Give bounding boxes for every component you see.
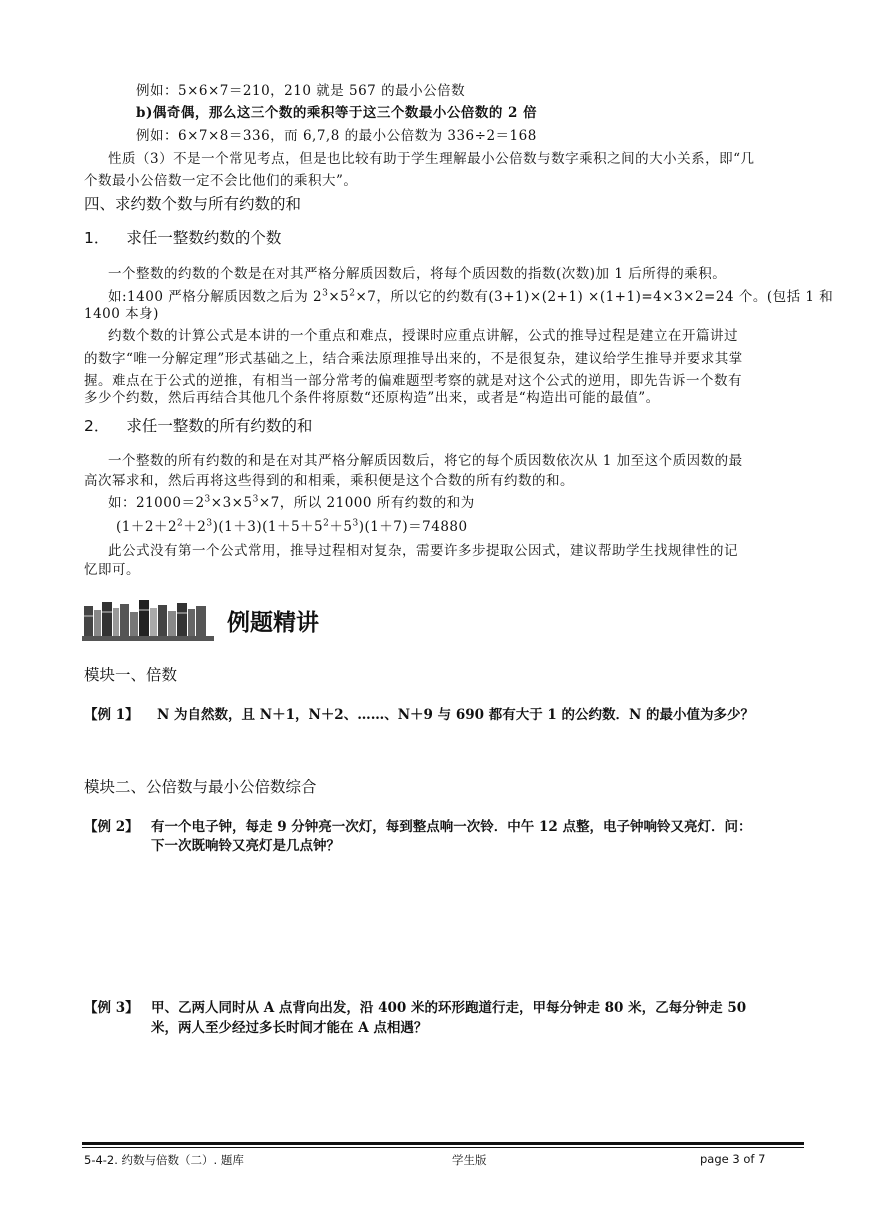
footer-page-number: page 3 of 7 [700, 1152, 766, 1166]
example-label: 【例 2】 [84, 819, 139, 835]
paragraph-line: 约数个数的计算公式是本讲的一个重点和难点，授课时应重点讲解，公式的推导过程是建立在开篇讲过 [108, 328, 738, 344]
text-span: ×3×5 [210, 495, 253, 511]
section-heading: 四、求约数个数与所有约数的和 [84, 195, 302, 213]
formula-line [116, 515, 468, 535]
paragraph-line: 此公式没有第一个公式常用，推导过程相对复杂，需要许多步提取公因式，建议帮助学生找规律性的记 [108, 543, 738, 559]
module-heading: 模块二、公倍数与最小公倍数综合 [84, 778, 317, 796]
module-heading: 模块一、倍数 [84, 666, 178, 684]
exponent: 3 [322, 288, 329, 299]
paragraph-line: 多少个约数，然后再结合其他几个条件将原数“还原构造”出来，或者是“构造出可能的最值”。 [84, 390, 660, 406]
paragraph-line: 性质（3）不是一个常见考点，但是也比较有助于学生理解最小公倍数与数字乘积之间的大小关系，即“几 [108, 151, 755, 167]
text-span: 如:1400 严格分解质因数之后为 2 [108, 289, 323, 305]
text-span: ×7，所以 21000 所有约数的和为 [258, 495, 475, 511]
paragraph-line: 高次幂求和，然后再将这些得到的和相乘，乘积便是这个合数的所有约数的和。 [84, 473, 574, 489]
exponent: 3 [352, 518, 359, 529]
paragraph-line: 一个整数的所有约数的和是在对其严格分解质因数后，将它的每个质因数依次从 1 加至这个质因数的最 [108, 453, 743, 469]
formula-part: ＋2 [183, 519, 207, 535]
paragraph-line: 一个整数的约数的个数是在对其严格分解质因数后，将每个质因数的指数(次数)加 1 后所得的乘积。 [108, 266, 727, 282]
example-line: 例如：6×7×8＝336，而 6,7,8 的最小公倍数为 336÷2＝168 [136, 128, 537, 144]
text-span: ×5 [328, 289, 350, 305]
paragraph-line: 忆即可。 [84, 562, 140, 578]
formula-part: )(1＋3)(1＋5＋5 [212, 519, 324, 535]
example-text: 甲、乙两人同时从 A 点背向出发，沿 400 米的环形跑道行走，甲每分钟走 80 米，乙每分钟走 50 [151, 1000, 747, 1016]
footer-center: 学生版 [452, 1153, 487, 1167]
subsection-number: 1． [84, 229, 110, 247]
example-text: 有一个电子钟，每走 9 分钟亮一次灯，每到整点响一次铃．中午 12 点整，电子钟响铃又亮灯．问： [151, 819, 752, 835]
subsection-heading [84, 226, 281, 248]
banner-title: 例题精讲 [227, 610, 319, 636]
example-text: 下一次既响铃又亮灯是几点钟？ [151, 838, 340, 854]
example-line: 例如：5×6×7＝210，210 就是 567 的最小公倍数 [136, 83, 466, 99]
text-span: ×7，所以它的约数有(3+1)×(2+1) ×(1+1)=4×3×2=24 个。(包括 1 和 [355, 289, 834, 305]
property-line: b)偶奇偶，那么这三个数的乘积等于这三个数最小公倍数的 2 倍 [136, 105, 538, 121]
formula-part: ＋5 [329, 519, 353, 535]
footer-left: 5-4-2. 约数与倍数（二）. 题库 [84, 1153, 244, 1167]
paragraph-line [108, 491, 475, 511]
exponent: 3 [204, 494, 211, 505]
example-label: 【例 3】 [84, 1000, 139, 1016]
paragraph-line: 的数字“唯一分解定理”形式基础之上，结合乘法原理推导出来的，不是很复杂，建议给学生推导并要求其掌 [84, 351, 743, 367]
subsection-heading [84, 414, 312, 436]
paragraph-line: 1400 本身) [84, 306, 159, 322]
text-span: 如：21000＝2 [108, 495, 205, 511]
example-label: 【例 1】 [84, 707, 139, 723]
paragraph-line [108, 285, 833, 305]
footer-rule [82, 1142, 804, 1145]
formula-part: (1＋2＋2 [116, 519, 178, 535]
exponent: 2 [177, 518, 184, 529]
exponent: 2 [349, 288, 356, 299]
footer-rule [82, 1147, 804, 1148]
example-text: 米，两人至少经过多长时间才能在 A 点相遇？ [151, 1020, 428, 1036]
subsection-number: 2． [84, 417, 110, 435]
books-icon [82, 596, 222, 642]
subsection-title: 求任一整数的所有约数的和 [126, 417, 313, 435]
exponent: 2 [323, 518, 330, 529]
example-text: N 为自然数，且 N＋1，N＋2、……、N＋9 与 690 都有大于 1 的公约数．N 的最小值为多少？ [157, 707, 755, 723]
exponent: 3 [252, 494, 259, 505]
paragraph-line: 个数最小公倍数一定不会比他们的乘积大”。 [84, 173, 358, 189]
subsection-title: 求任一整数约数的个数 [126, 229, 282, 247]
paragraph-line: 握。难点在于公式的逆推，有相当一部分常考的偏难题型考察的就是对这个公式的逆用，即先告诉一个数有 [84, 373, 742, 389]
formula-part: )(1＋7)＝74880 [358, 519, 468, 535]
exponent: 3 [206, 518, 213, 529]
